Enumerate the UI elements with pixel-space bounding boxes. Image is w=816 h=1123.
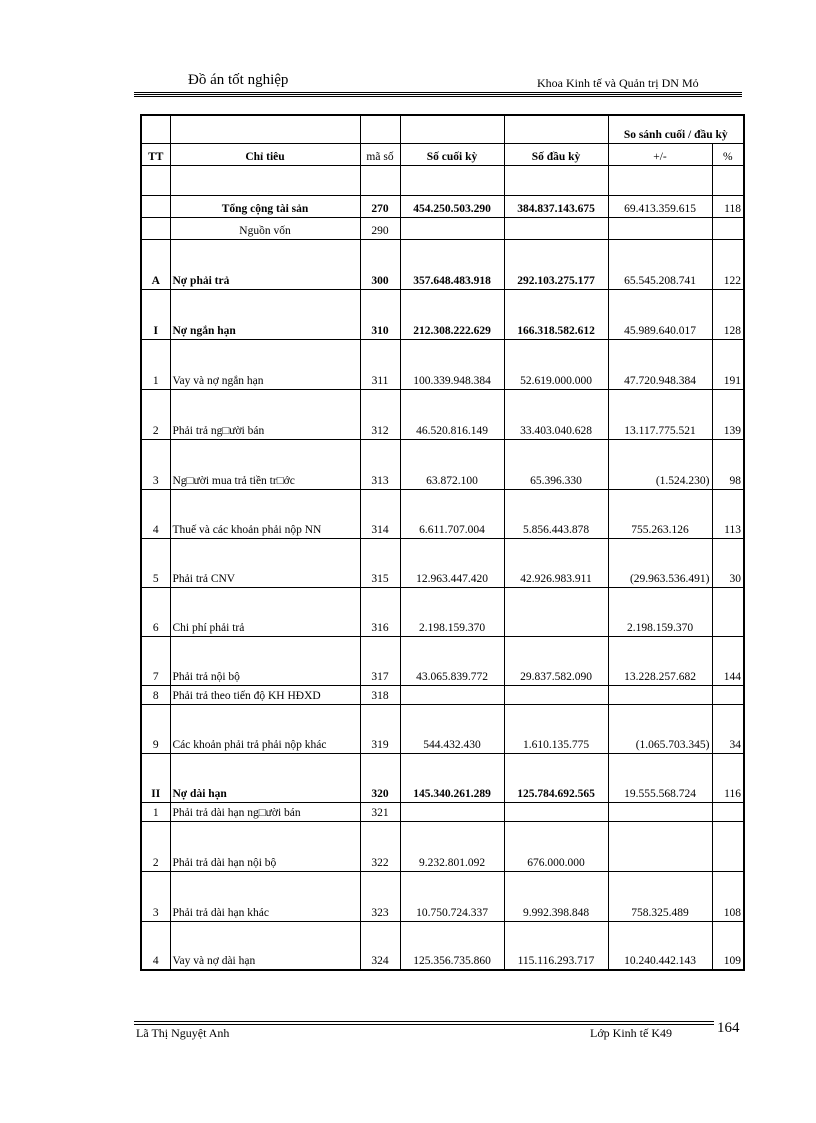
table-row [141, 921, 744, 970]
cell-tt: 6 [141, 587, 170, 636]
cell-beginning-of-period: 166.318.582.612 [504, 289, 608, 339]
table-row [141, 217, 744, 239]
cell-end-of-period: 6.611.707.004 [400, 489, 504, 538]
cell-end-of-period: 46.520.816.149 [400, 389, 504, 439]
cell-code: 320 [360, 753, 400, 802]
table-row [141, 389, 744, 439]
cell-tt [141, 195, 170, 217]
cell-tt: 1 [141, 339, 170, 389]
cell-beginning-of-period: 1.610.135.775 [504, 704, 608, 753]
cell-end-of-period: 9.232.801.092 [400, 821, 504, 871]
cell-tt: 4 [141, 921, 170, 970]
cell-code: 313 [360, 439, 400, 489]
cell-tt: 1 [141, 802, 170, 821]
column-header-pct: % [712, 143, 744, 165]
cell-code: 316 [360, 587, 400, 636]
footer-author: Lã Thị Nguyệt Anh [136, 1026, 230, 1040]
cell-beginning-of-period: 9.992.398.848 [504, 871, 608, 921]
cell-end-of-period: 145.340.261.289 [400, 753, 504, 802]
cell-percent: 113 [712, 489, 744, 538]
cell-percent [712, 821, 744, 871]
cell-percent: 109 [712, 921, 744, 970]
cell-code: 317 [360, 636, 400, 685]
footer-rule-top [134, 1021, 714, 1022]
cell-end-of-period: 100.339.948.384 [400, 339, 504, 389]
cell-difference: 65.545.208.741 [608, 239, 712, 289]
cell-indicator: Nguồn vốn [170, 217, 360, 239]
cell-tt: 4 [141, 489, 170, 538]
header-cell-empty [504, 115, 608, 143]
cell-difference: 19.555.568.724 [608, 753, 712, 802]
cell-indicator: Phải trả CNV [170, 538, 360, 587]
column-header-indicator: Chỉ tiêu [170, 143, 360, 165]
cell-difference: 69.413.359.615 [608, 195, 712, 217]
footer-rule-bottom [134, 1024, 714, 1025]
cell-indicator: Tổng cộng tài sản [170, 195, 360, 217]
page-number: 164 [717, 1020, 740, 1036]
table-row [141, 239, 744, 289]
cell-beginning-of-period: 676.000.000 [504, 821, 608, 871]
table-row [141, 871, 744, 921]
cell-percent: 34 [712, 704, 744, 753]
header-row-group [141, 115, 744, 143]
cell-end-of-period: 544.432.430 [400, 704, 504, 753]
cell-percent: 118 [712, 195, 744, 217]
cell-difference [608, 165, 712, 195]
table-row [141, 802, 744, 821]
cell-indicator: Nợ dài hạn [170, 753, 360, 802]
header-cell-empty [141, 115, 170, 143]
cell-difference [608, 821, 712, 871]
cell-end-of-period: 454.250.503.290 [400, 195, 504, 217]
cell-beginning-of-period [504, 165, 608, 195]
cell-indicator: Phải trả dài hạn ng□ười bán [170, 802, 360, 821]
cell-tt: 9 [141, 704, 170, 753]
cell-indicator: Nợ ngắn hạn [170, 289, 360, 339]
cell-indicator: Nợ phải trả [170, 239, 360, 289]
cell-percent: 191 [712, 339, 744, 389]
cell-percent [712, 587, 744, 636]
cell-tt [141, 217, 170, 239]
cell-indicator: Ng□ười mua trả tiền tr□ớc [170, 439, 360, 489]
cell-code: 311 [360, 339, 400, 389]
cell-difference: 13.117.775.521 [608, 389, 712, 439]
column-header-begin: Số đầu kỳ [504, 143, 608, 165]
comparison-group-header: So sánh cuối / đầu kỳ [608, 115, 744, 143]
cell-end-of-period: 12.963.447.420 [400, 538, 504, 587]
cell-percent: 30 [712, 538, 744, 587]
cell-code: 290 [360, 217, 400, 239]
cell-indicator: Thuế và các khoản phải nộp NN [170, 489, 360, 538]
table-row [141, 439, 744, 489]
cell-tt: I [141, 289, 170, 339]
cell-tt: 2 [141, 821, 170, 871]
table-row [141, 489, 744, 538]
cell-percent [712, 217, 744, 239]
cell-difference: (1.524.230) [608, 439, 712, 489]
cell-percent: 144 [712, 636, 744, 685]
cell-beginning-of-period [504, 802, 608, 821]
cell-difference: (29.963.536.491) [608, 538, 712, 587]
cell-indicator: Vay và nợ dài hạn [170, 921, 360, 970]
cell-code: 312 [360, 389, 400, 439]
cell-beginning-of-period: 65.396.330 [504, 439, 608, 489]
column-header-code: mã số [360, 143, 400, 165]
table-row [141, 704, 744, 753]
header-rule-bottom [134, 94, 742, 99]
cell-beginning-of-period [504, 217, 608, 239]
column-header-diff: +/- [608, 143, 712, 165]
cell-percent: 128 [712, 289, 744, 339]
header-row [141, 143, 744, 165]
cell-code: 314 [360, 489, 400, 538]
cell-end-of-period [400, 165, 504, 195]
cell-end-of-period: 125.356.735.860 [400, 921, 504, 970]
cell-beginning-of-period: 29.837.582.090 [504, 636, 608, 685]
cell-code: 318 [360, 685, 400, 704]
cell-indicator: Phải trả theo tiến độ KH HĐXD [170, 685, 360, 704]
cell-percent: 122 [712, 239, 744, 289]
cell-difference: 13.228.257.682 [608, 636, 712, 685]
cell-difference [608, 685, 712, 704]
cell-code: 322 [360, 821, 400, 871]
cell-percent: 108 [712, 871, 744, 921]
cell-code: 323 [360, 871, 400, 921]
cell-percent [712, 802, 744, 821]
cell-indicator: Phải trả dài hạn nội bộ [170, 821, 360, 871]
header-rule-top [134, 92, 742, 93]
cell-beginning-of-period: 33.403.040.628 [504, 389, 608, 439]
cell-tt: 5 [141, 538, 170, 587]
table-row [141, 339, 744, 389]
cell-end-of-period: 212.308.222.629 [400, 289, 504, 339]
cell-beginning-of-period: 115.116.293.717 [504, 921, 608, 970]
cell-tt [141, 165, 170, 195]
cell-tt: 3 [141, 439, 170, 489]
cell-difference: 47.720.948.384 [608, 339, 712, 389]
table-row [141, 165, 744, 195]
cell-end-of-period [400, 685, 504, 704]
cell-percent: 139 [712, 389, 744, 439]
cell-percent [712, 165, 744, 195]
cell-percent: 116 [712, 753, 744, 802]
cell-beginning-of-period: 42.926.983.911 [504, 538, 608, 587]
cell-difference: 755.263.126 [608, 489, 712, 538]
cell-end-of-period: 10.750.724.337 [400, 871, 504, 921]
header-cell-empty [400, 115, 504, 143]
cell-indicator: Chi phí phải trả [170, 587, 360, 636]
table-row [141, 685, 744, 704]
cell-code: 300 [360, 239, 400, 289]
cell-tt: 7 [141, 636, 170, 685]
cell-code: 315 [360, 538, 400, 587]
header-title: Đồ án tốt nghiệp [188, 72, 289, 88]
cell-beginning-of-period: 125.784.692.565 [504, 753, 608, 802]
cell-percent: 98 [712, 439, 744, 489]
table-row [141, 636, 744, 685]
header-cell-empty [170, 115, 360, 143]
cell-end-of-period: 2.198.159.370 [400, 587, 504, 636]
cell-end-of-period [400, 802, 504, 821]
cell-code [360, 165, 400, 195]
cell-difference: 45.989.640.017 [608, 289, 712, 339]
cell-indicator: Vay và nợ ngắn hạn [170, 339, 360, 389]
table-row [141, 538, 744, 587]
cell-code: 319 [360, 704, 400, 753]
table-row [141, 587, 744, 636]
cell-beginning-of-period [504, 587, 608, 636]
cell-end-of-period: 357.648.483.918 [400, 239, 504, 289]
cell-beginning-of-period: 52.619.000.000 [504, 339, 608, 389]
header-cell-empty [360, 115, 400, 143]
cell-tt: 8 [141, 685, 170, 704]
cell-indicator: Phải trả dài hạn khác [170, 871, 360, 921]
cell-percent [712, 685, 744, 704]
cell-difference: (1.065.703.345) [608, 704, 712, 753]
cell-tt: II [141, 753, 170, 802]
cell-indicator [170, 165, 360, 195]
table-row [141, 289, 744, 339]
cell-difference: 2.198.159.370 [608, 587, 712, 636]
cell-indicator: Phải trả nội bộ [170, 636, 360, 685]
table-row [141, 821, 744, 871]
cell-beginning-of-period: 292.103.275.177 [504, 239, 608, 289]
cell-difference [608, 802, 712, 821]
header-department: Khoa Kinh tế và Quản trị DN Mỏ [537, 76, 699, 90]
cell-indicator: Các khoản phải trả phải nộp khác [170, 704, 360, 753]
cell-tt: 2 [141, 389, 170, 439]
cell-beginning-of-period [504, 685, 608, 704]
cell-end-of-period: 43.065.839.772 [400, 636, 504, 685]
cell-beginning-of-period: 5.856.443.878 [504, 489, 608, 538]
cell-tt: 3 [141, 871, 170, 921]
cell-code: 321 [360, 802, 400, 821]
cell-indicator: Phải trả ng□ười bán [170, 389, 360, 439]
cell-end-of-period: 63.872.100 [400, 439, 504, 489]
column-header-end: Số cuối kỳ [400, 143, 504, 165]
cell-tt: A [141, 239, 170, 289]
cell-difference [608, 217, 712, 239]
cell-code: 270 [360, 195, 400, 217]
cell-difference: 758.325.489 [608, 871, 712, 921]
cell-end-of-period [400, 217, 504, 239]
footer-class: Lớp Kinh tế K49 [590, 1026, 673, 1040]
table-row [141, 195, 744, 217]
cell-code: 324 [360, 921, 400, 970]
column-header-tt: TT [141, 143, 170, 165]
table-row [141, 753, 744, 802]
cell-code: 310 [360, 289, 400, 339]
liabilities-table [140, 114, 745, 971]
cell-difference: 10.240.442.143 [608, 921, 712, 970]
cell-beginning-of-period: 384.837.143.675 [504, 195, 608, 217]
